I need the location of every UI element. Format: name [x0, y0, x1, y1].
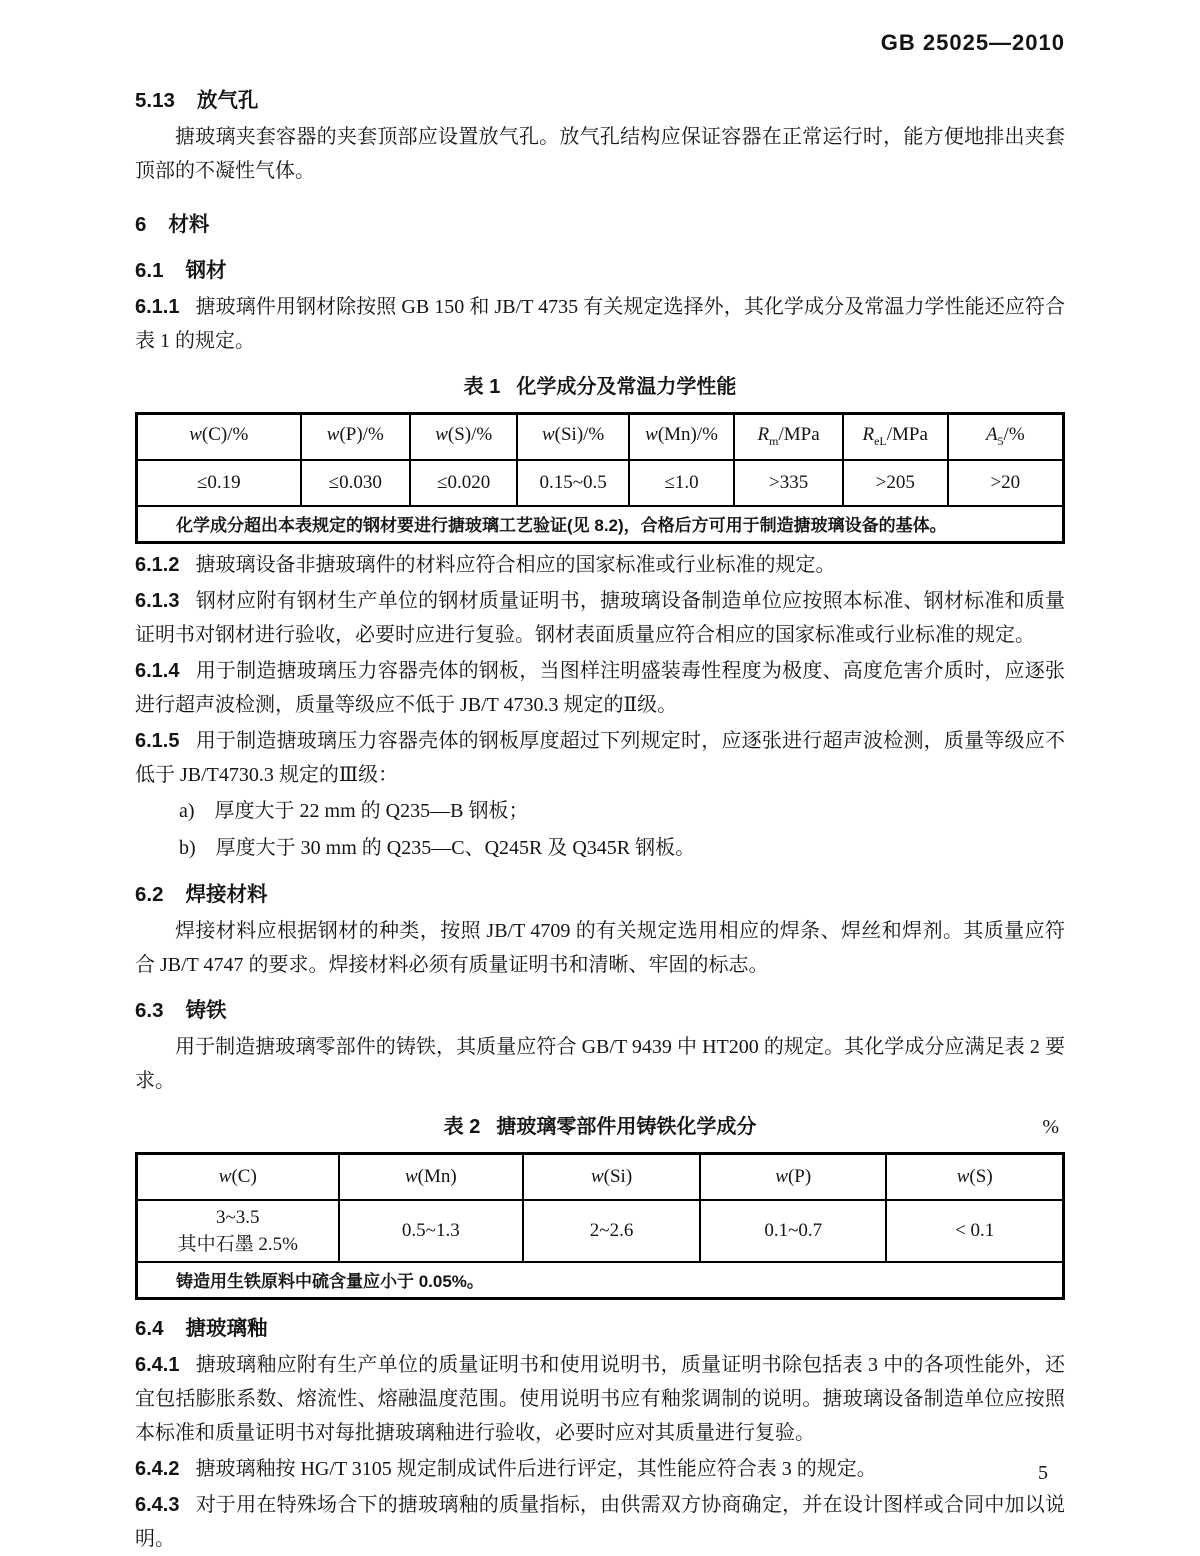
- table1-header-cell: w(Mn)/%: [629, 414, 735, 460]
- table1-header-cell: $R_{eL}$/MPa: [843, 414, 948, 460]
- clause-6-1-2: [135, 548, 1065, 582]
- paragraph-6-3: 用于制造搪玻璃零部件的铸铁，其质量应符合 GB/T 9439 中 HT200 的规定。其化学成分应满足表 2 要求。: [135, 1036, 1065, 1092]
- table1-header-cell: w(C)/%: [137, 414, 301, 460]
- clause-text: 用于制造搪玻璃压力容器壳体的钢板，当图样注明盛装毒性程度为极度、高度危害介质时，应逐张进行超声波检测，质量等级应不低于 JB/T 4730.3 规定的Ⅱ级。: [135, 660, 1065, 716]
- table1-header-cell: w(S)/%: [410, 414, 518, 460]
- clause-text: 搪玻璃设备非搪玻璃件的材料应符合相应的国家标准或行业标准的规定。: [195, 554, 836, 576]
- heading-6-3: [135, 994, 1065, 1028]
- heading-5-13: [135, 84, 1065, 118]
- doc-header: [135, 30, 1065, 56]
- clause-6-1-3: [135, 584, 1065, 652]
- table2-note: 铸造用生铁原料中硫含量应小于 0.05%。: [137, 1262, 1064, 1299]
- heading-6-4: [135, 1312, 1065, 1346]
- table1-header-cell: w(P)/%: [301, 414, 410, 460]
- heading-title: 钢材: [185, 259, 227, 282]
- table1-value-cell: ≤1.0: [629, 460, 735, 506]
- clause-number: 6.1.3: [135, 590, 180, 612]
- table2-header-cell: w(Si): [523, 1154, 700, 1200]
- table1: [135, 412, 1065, 544]
- clause-text: 搪玻璃釉按 HG/T 3105 规定制成试件后进行评定，其性能应符合表 3 的规定。: [195, 1458, 877, 1480]
- table2-header-row: [137, 1154, 1064, 1200]
- clause-6-4-2: [135, 1452, 1065, 1486]
- table1-header-cell: w(Si)/%: [517, 414, 628, 460]
- heading-title: 焊接材料: [185, 883, 268, 906]
- clause-6-4-3: [135, 1488, 1065, 1556]
- table2: [135, 1152, 1065, 1300]
- doc-number: GB 25025—2010: [880, 30, 1065, 55]
- paragraph-5-13: 搪玻璃夹套容器的夹套顶部应设置放气孔。放气孔结构应保证容器在正常运行时，能方便地排出夹套顶部的不凝性气体。: [135, 126, 1065, 182]
- table1-caption-title: 化学成分及常温力学性能: [516, 376, 737, 398]
- list-letter: a): [179, 800, 195, 822]
- heading-6-1: [135, 254, 1065, 288]
- table2-value-cell: 2~2.6: [523, 1200, 700, 1262]
- table1-header-cell: $R_m$/MPa: [734, 414, 842, 460]
- heading-6: [135, 208, 1065, 242]
- table1-value-cell: >20: [948, 460, 1064, 506]
- clause-6-1-5: [135, 724, 1065, 792]
- heading-6-2: [135, 878, 1065, 912]
- table2-unit-label: %: [1042, 1116, 1059, 1138]
- table1-value-cell: >205: [843, 460, 948, 506]
- table1-note: 化学成分超出本表规定的钢材要进行搪玻璃工艺验证(见 8.2)，合格后方可用于制造搪玻璃设备的基体。: [137, 506, 1064, 543]
- table2-value-cell: 0.1~0.7: [700, 1200, 886, 1262]
- table2-value-cell: 0.5~1.3: [339, 1200, 523, 1262]
- clause-number: 6.4.1: [135, 1354, 180, 1376]
- list-letter: b): [179, 837, 196, 859]
- clause-number: 6.1.5: [135, 730, 180, 752]
- clause-number: 6.1.2: [135, 554, 180, 576]
- list-item-a: [135, 794, 1065, 829]
- table2-header-cell: w(C): [137, 1154, 339, 1200]
- heading-number: 6.3: [135, 999, 164, 1022]
- table2-value-cell-carbon: [137, 1200, 339, 1262]
- heading-number: 6.1: [135, 259, 164, 282]
- table1-note-row: [137, 506, 1064, 543]
- table1-caption-number: 表 1: [463, 376, 501, 398]
- clause-text: 用于制造搪玻璃压力容器壳体的钢板厚度超过下列规定时，应逐张进行超声波检测，质量等级应不低于 JB/T4730.3 规定的Ⅲ级：: [135, 730, 1065, 786]
- table2-note-row: [137, 1262, 1064, 1299]
- heading-number: 6.2: [135, 883, 164, 906]
- heading-title: 铸铁: [185, 999, 227, 1022]
- list-item-b: [135, 831, 1065, 866]
- clause-number: 6.4.2: [135, 1458, 180, 1480]
- clause-number: 6.4.3: [135, 1494, 180, 1516]
- table1-value-cell: >335: [734, 460, 842, 506]
- table2-value-cell: < 0.1: [886, 1200, 1063, 1262]
- table1-value-cell: ≤0.19: [137, 460, 301, 506]
- table2-caption: [135, 1112, 1065, 1142]
- table2-header-cell: w(Mn): [339, 1154, 523, 1200]
- clause-text: 钢材应附有钢材生产单位的钢材质量证明书，搪玻璃设备制造单位应按照本标准、钢材标准和质量证明书对钢材进行验收，必要时应进行复验。钢材表面质量应符合相应的国家标准或行业标准的规定。: [135, 590, 1065, 646]
- table1-header-cell: $A_5/\%$: [948, 414, 1064, 460]
- table2-header-cell: w(P): [700, 1154, 886, 1200]
- graphite-note: 其中石墨 2.5%: [177, 1233, 298, 1255]
- table1-header-row: [137, 414, 1064, 460]
- list-text: 厚度大于 22 mm 的 Q235—B 钢板；: [214, 800, 529, 822]
- clause-6-4-1: [135, 1348, 1065, 1450]
- list-text: 厚度大于 30 mm 的 Q235—C、Q245R 及 Q345R 钢板。: [215, 837, 696, 859]
- clause-6-1-4: [135, 654, 1065, 722]
- clause-6-1-1: [135, 290, 1065, 358]
- heading-title: 搪玻璃釉: [185, 1317, 268, 1340]
- heading-title: 放气孔: [196, 89, 259, 112]
- table1-caption: [135, 372, 1065, 402]
- table2-header-cell: w(S): [886, 1154, 1063, 1200]
- clause-number: 6.1.4: [135, 660, 180, 682]
- heading-title: 材料: [168, 213, 210, 236]
- table2-value-row: [137, 1200, 1064, 1262]
- clause-text: 对于用在特殊场合下的搪玻璃釉的质量指标，由供需双方协商确定，并在设计图样或合同中加以说明。: [135, 1494, 1065, 1550]
- table1-value-cell: ≤0.030: [301, 460, 410, 506]
- clause-text: 搪玻璃釉应附有生产单位的质量证明书和使用说明书，质量证明书除包括表 3 中的各项性能外，还宜包括膨胀系数、熔流性、熔融温度范围。使用说明书应有釉浆调制的说明。搪玻璃设备制造单位应按照本标准和质量证明书对每批搪玻璃釉进行验收，必要时应对其质量进行复验。: [135, 1354, 1065, 1444]
- paragraph-6-2: 焊接材料应根据钢材的种类，按照 JB/T 4709 的有关规定选用相应的焊条、焊丝和焊剂。其质量应符合 JB/T 4747 的要求。焊接材料必须有质量证明书和清晰、牢固的标志。: [135, 920, 1065, 976]
- heading-number: 6.4: [135, 1317, 164, 1340]
- table1-value-cell: 0.15~0.5: [517, 460, 628, 506]
- heading-number: 6: [135, 213, 147, 236]
- table1-value-row: [137, 460, 1064, 506]
- heading-number: 5.13: [135, 89, 175, 112]
- carbon-range: 3~3.5: [216, 1206, 260, 1228]
- table2-caption-number: 表 2: [443, 1116, 481, 1138]
- table1-value-cell: ≤0.020: [410, 460, 518, 506]
- page-number: 5: [1038, 1462, 1048, 1484]
- clause-number: 6.1.1: [135, 296, 180, 318]
- clause-text: 搪玻璃件用钢材除按照 GB 150 和 JB/T 4735 有关规定选择外，其化学成分及常温力学性能还应符合表 1 的规定。: [135, 296, 1065, 352]
- table2-caption-title: 搪玻璃零部件用铸铁化学成分: [496, 1116, 757, 1138]
